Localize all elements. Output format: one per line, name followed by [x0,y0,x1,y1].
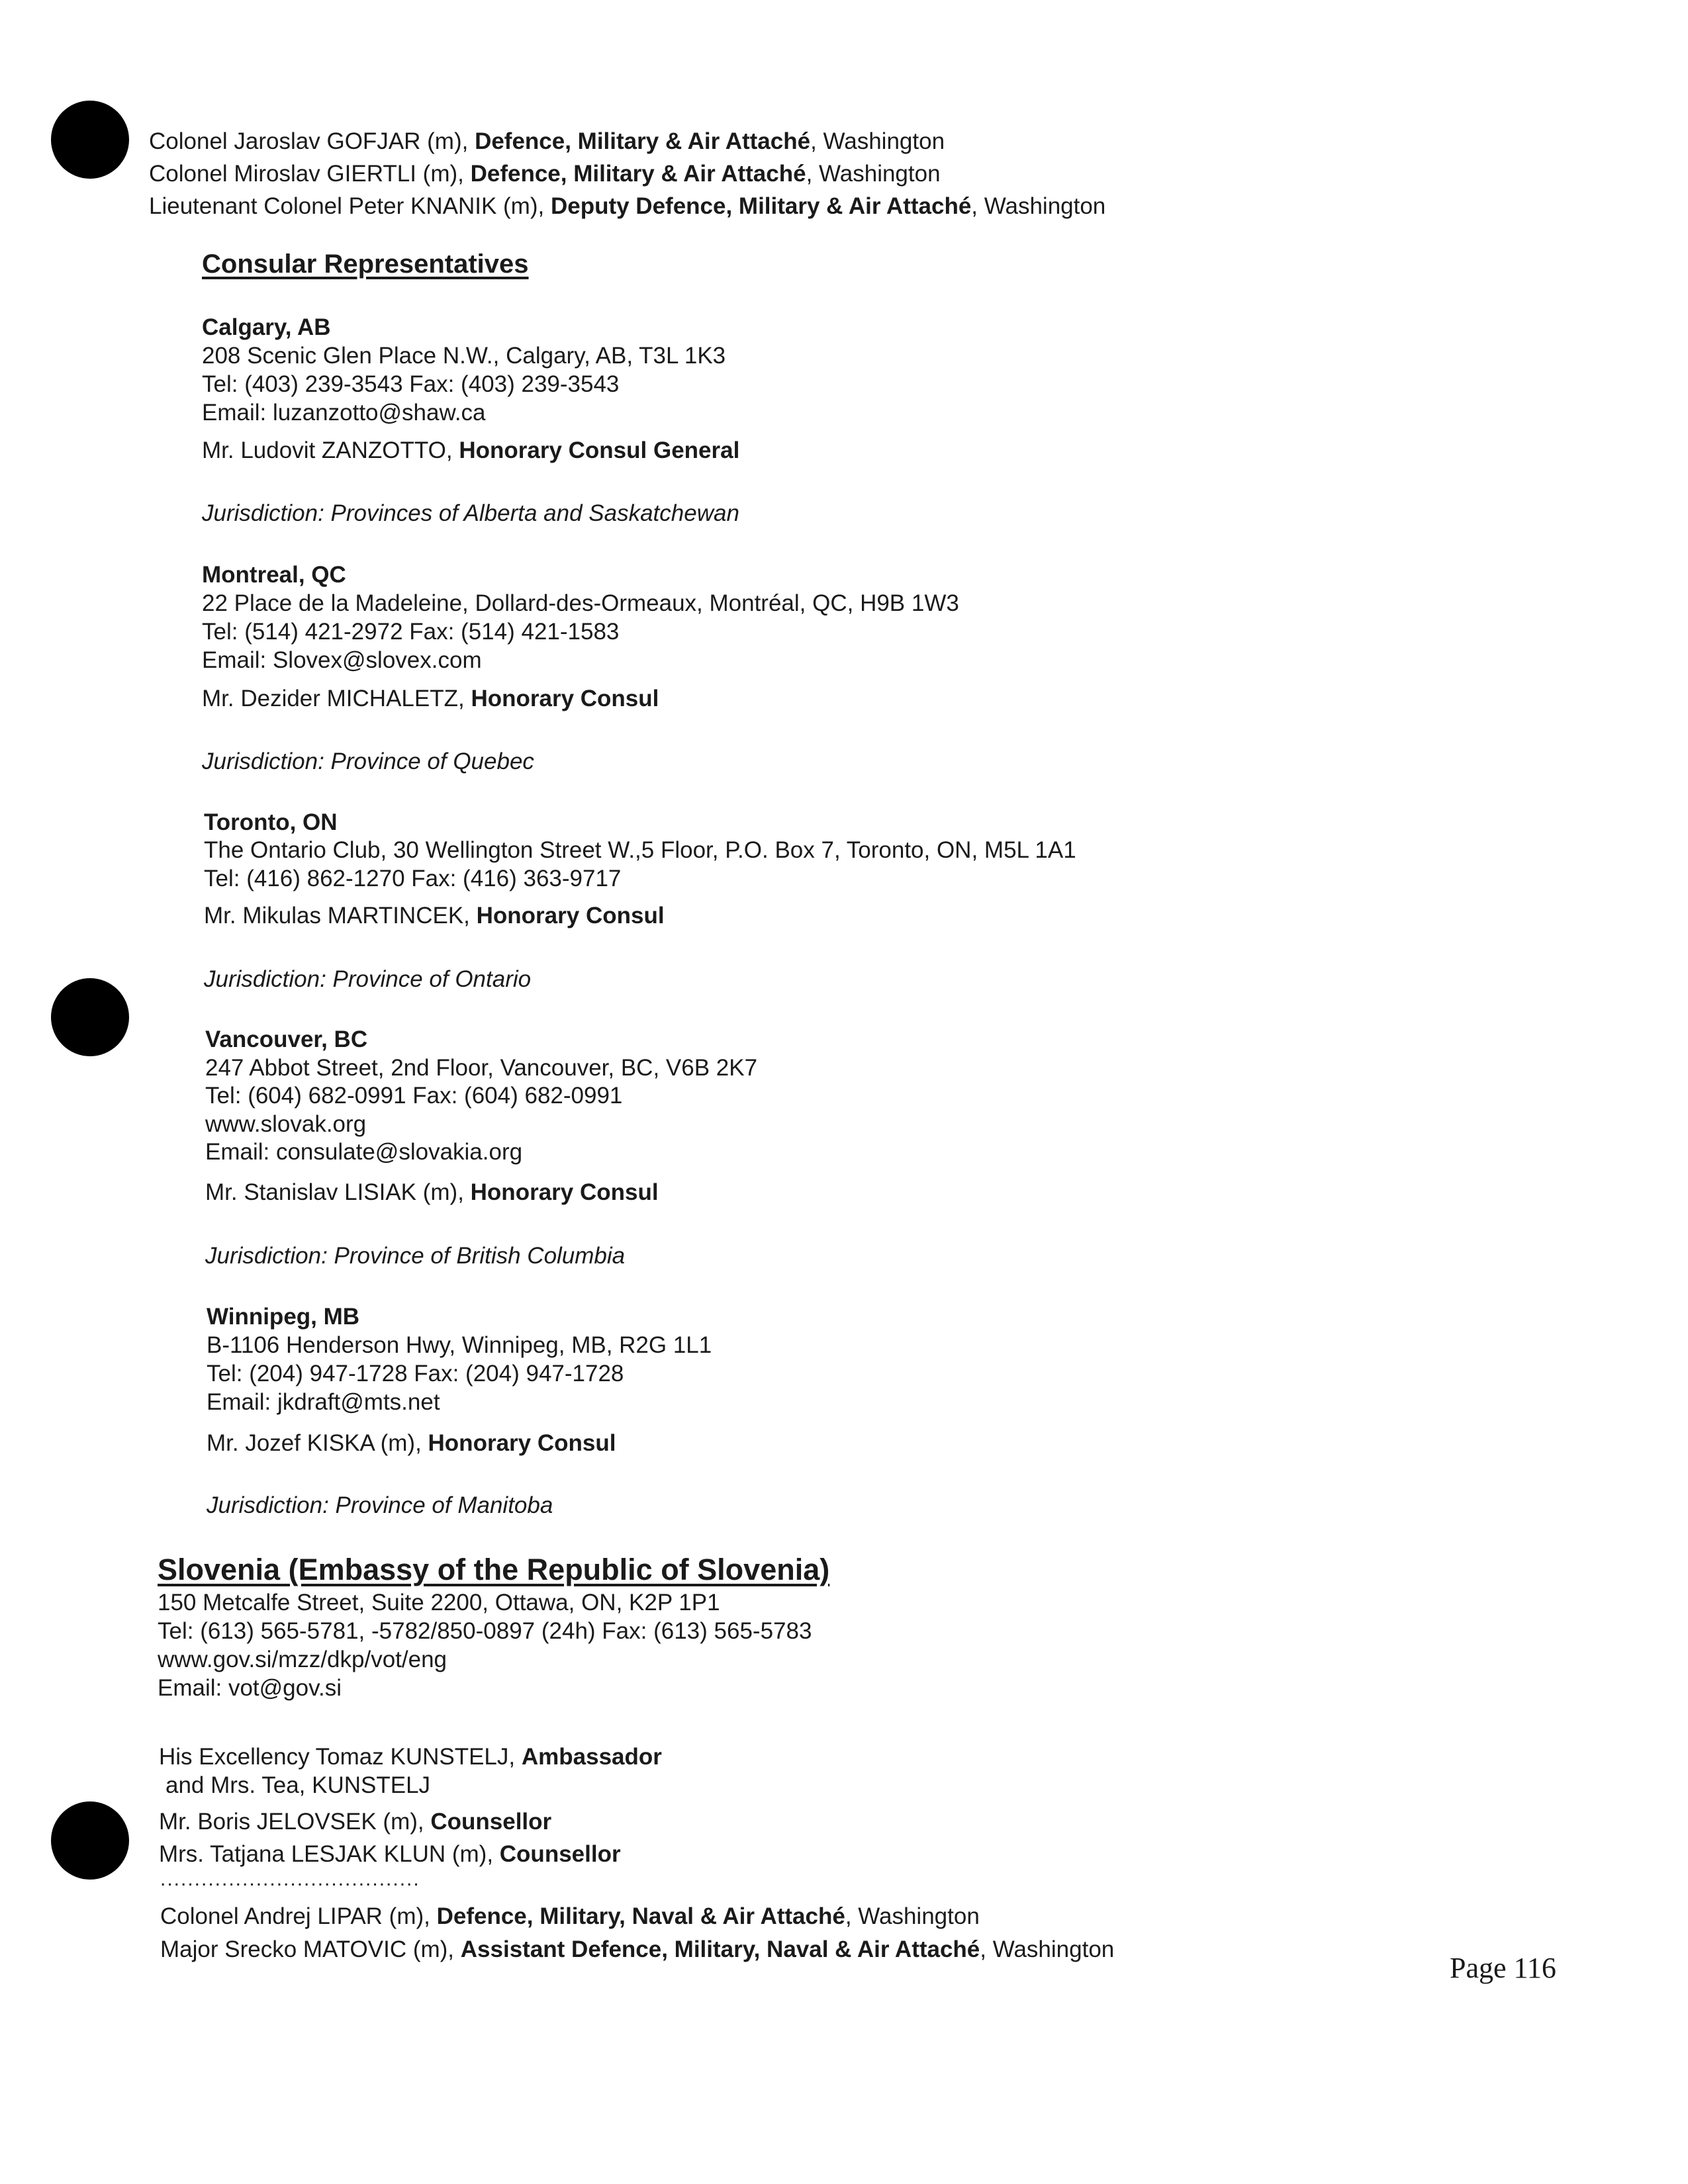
jurisdiction: Jurisdiction: Province of British Columbia [205,1243,626,1269]
address-line: 208 Scenic Glen Place N.W., Calgary, AB, T3L 1K3 [202,343,726,369]
jurisdiction: Jurisdiction: Province of Manitoba [207,1492,553,1518]
spouse-line: and Mrs. Tea, KUNSTELJ [165,1772,431,1798]
attache-line: Lieutenant Colonel Peter KNANIK (m), Deputy Defence, Military & Air Attaché, Washington [149,193,1106,219]
website-line: www.slovak.org [205,1111,367,1137]
consulate-city: Calgary, AB [202,314,331,340]
consul-person: Mr. Stanislav LISIAK (m), Honorary Consul [205,1179,659,1205]
consul-person: Mr. Ludovit ZANZOTTO, Honorary Consul General [202,437,740,463]
website-line: www.gov.si/mzz/dkp/vot/eng [158,1647,447,1672]
email-line: Email: vot@gov.si [158,1675,342,1701]
phone-line: Tel: (613) 565-5781, -5782/850-0897 (24h) Fax: (613) 565-5783 [158,1618,812,1644]
address-line: 150 Metcalfe Street, Suite 2200, Ottawa, ON, K2P 1P1 [158,1590,720,1615]
punch-hole-bottom [51,1801,129,1880]
consulate-city: Montreal, QC [202,562,346,588]
consulate-city: Winnipeg, MB [207,1304,360,1330]
phone-line: Tel: (604) 682-0991 Fax: (604) 682-0991 [205,1083,623,1109]
email-line: Email: jkdraft@mts.net [207,1389,440,1415]
staff-line: Mrs. Tatjana LESJAK KLUN (m), Counsellor [159,1841,621,1867]
attache-line: Colonel Andrej LIPAR (m), Defence, Military, Naval & Air Attaché, Washington [160,1903,980,1929]
phone-line: Tel: (204) 947-1728 Fax: (204) 947-1728 [207,1361,624,1387]
consular-heading: Consular Representatives [202,250,529,279]
slovenia-heading: Slovenia (Embassy of the Republic of Slovenia) [158,1553,830,1586]
address-line: 247 Abbot Street, 2nd Floor, Vancouver, BC, V6B 2K7 [205,1055,758,1081]
phone-line: Tel: (514) 421-2972 Fax: (514) 421-1583 [202,619,620,645]
punch-hole-middle [51,978,129,1056]
phone-line: Tel: (416) 862-1270 Fax: (416) 363-9717 [204,866,622,891]
email-line: Email: Slovex@slovex.com [202,647,482,673]
consulate-city: Vancouver, BC [205,1026,368,1052]
attache-line: Colonel Jaroslav GOFJAR (m), Defence, Military & Air Attaché, Washington [149,128,945,154]
page-number: Page 116 [1450,1952,1556,1984]
attache-line: Major Srecko MATOVIC (m), Assistant Defence, Military, Naval & Air Attaché, Washington [160,1936,1115,1962]
consul-person: Mr. Dezider MICHALETZ, Honorary Consul [202,686,659,711]
consul-person: Mr. Mikulas MARTINCEK, Honorary Consul [204,903,665,929]
email-line: Email: consulate@slovakia.org [205,1139,523,1165]
address-line: The Ontario Club, 30 Wellington Street W.,5 Floor, P.O. Box 7, Toronto, ON, M5L 1A1 [204,837,1076,863]
email-line: Email: luzanzotto@shaw.ca [202,400,486,426]
dotted-separator: ...................................... [160,1868,420,1890]
punch-hole-top [51,101,129,179]
staff-line: Mr. Boris JELOVSEK (m), Counsellor [159,1809,552,1835]
phone-line: Tel: (403) 239-3543 Fax: (403) 239-3543 [202,371,620,397]
consulate-city: Toronto, ON [204,809,338,835]
jurisdiction: Jurisdiction: Province of Ontario [204,966,532,992]
ambassador-line: His Excellency Tomaz KUNSTELJ, Ambassador [159,1744,662,1770]
jurisdiction: Jurisdiction: Provinces of Alberta and Saskatchewan [202,500,739,526]
address-line: B-1106 Henderson Hwy, Winnipeg, MB, R2G 1L1 [207,1332,712,1358]
consul-person: Mr. Jozef KISKA (m), Honorary Consul [207,1430,616,1456]
jurisdiction: Jurisdiction: Province of Quebec [202,749,534,774]
address-line: 22 Place de la Madeleine, Dollard-des-Ormeaux, Montréal, QC, H9B 1W3 [202,590,959,616]
attache-line: Colonel Miroslav GIERTLI (m), Defence, Military & Air Attaché, Washington [149,161,941,187]
